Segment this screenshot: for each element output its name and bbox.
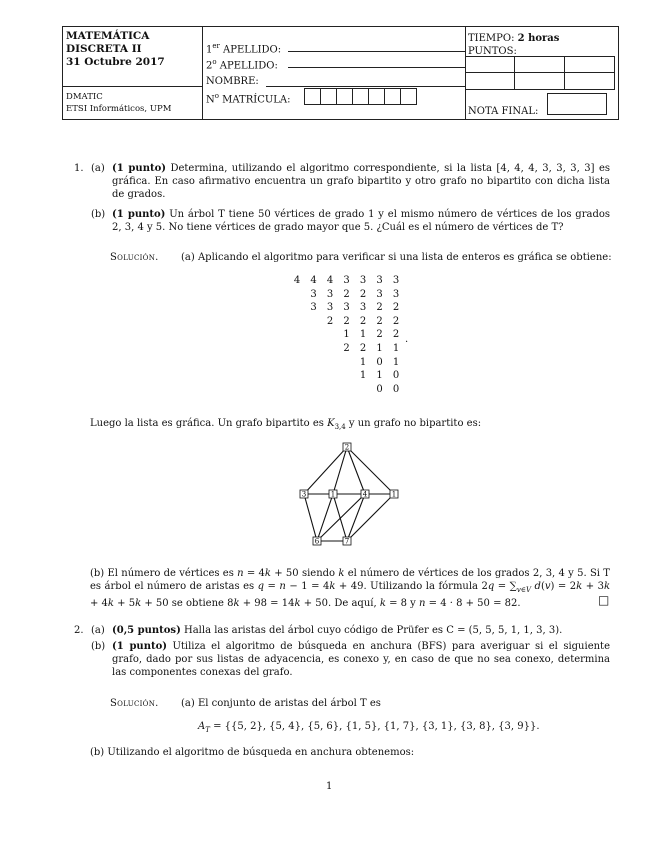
apellido1-label: 1er APELLIDO: [206,42,282,56]
graph-edge [304,494,317,541]
table-cell: 2 [343,288,350,300]
table-cell: 2 [343,343,350,354]
table-cell: 3 [326,302,334,314]
table-cell: 3 [326,288,334,300]
graph-vertex-label: 1 [391,490,397,499]
matricula-label: $N^o$ MATRÍCULA: [206,92,291,106]
puntos-cell[interactable] [465,73,515,90]
table-cell: 2 [376,329,383,341]
table-cell: 2 [376,302,383,314]
table-cell: 3 [310,288,317,300]
q1a-label: (a) [91,163,105,174]
nota-final-label: NOTA FINAL: [468,106,539,117]
q2-solution-a: (a) El conjunto de aristas del árbol T es [181,698,381,709]
table-cell: 3 [392,275,400,286]
q1a-statement: (1 punto) Determina, utilizando el algoritmo correspondiente, si la lista [4, 4, 4, 3, 3, 3, 3] es gráfica. En caso afirmativo encuentra un grafo bipartito y otro grafo no bipartito con dicha lista de grados. [112,163,610,200]
table-cell: 3 [343,302,350,314]
matricula-boxes[interactable] [304,88,417,105]
graph-edge [347,494,365,541]
graph-edge [317,494,333,541]
q2a-label: (a) [91,625,105,636]
q2-solution-label: Solución. [110,698,159,709]
table-cell: 2 [392,315,400,327]
graph-vertex-label: 6 [314,537,320,546]
table-cell: 1 [376,343,383,354]
puntos-cell[interactable] [515,56,565,73]
apellido1-field[interactable] [288,51,465,52]
q1-conclusion: Luego la lista es gráfica. Un grafo bipartito es $K_{3,4}$ y un grafo no bipartito es: [90,418,482,431]
table-cell: 2 [359,288,367,300]
q2-solution-b: (b) Utilizando el algoritmo de búsqueda en anchura obtenemos: [90,747,415,758]
puntos-label: PUNTOS: [468,46,517,57]
course-title: MATEMÁTICA DISCRETA II 31 Octubre 2017 [66,30,165,68]
dept-info: DMATIC ETSI Informáticos, UPM [66,92,172,114]
table-cell: 0 [392,383,400,395]
table-cell: 0 [392,370,400,382]
puntos-cell[interactable] [565,56,615,73]
nombre-label: NOMBRE: [206,76,259,87]
table-cell: 1 [392,343,400,354]
table-cell: 3 [376,288,383,300]
puntos-cell[interactable] [465,56,515,73]
q1b-label: (b) [91,209,106,220]
graph-edge [347,447,365,494]
graph-edge [317,494,365,541]
graph-vertex-label: 4 [362,490,368,499]
table-cell: 3 [392,288,400,300]
table-cell: 1 [392,356,400,368]
graph-edge [347,494,394,541]
exam-header [62,26,619,120]
puntos-cell[interactable] [515,73,565,90]
q1-number: 1. [74,163,84,174]
tiempo: TIEMPO: 2 horas [468,33,560,44]
table-cell: 3 [310,302,317,314]
matricula-digit-box[interactable] [384,88,401,105]
table-period: . [405,334,409,345]
matricula-digit-box[interactable] [400,88,417,105]
table-cell: 4 [310,275,317,286]
table-cell: 3 [376,275,383,286]
graph-vertex-label: 1 [330,490,336,499]
graph-edge [347,447,394,494]
graph-vertex-label: 7 [344,537,350,546]
matricula-digit-box[interactable] [320,88,337,105]
graph-vertex-label: 2 [344,443,350,452]
matricula-digit-box[interactable] [336,88,353,105]
q1-solution-b: (b) El número de vértices es n = 4k + 50 siendo k el número de vértices de los grados 2, 3, 4 y 5. Si T es árbol el número de aristas es q = n − 1 = 4k + 49. Utilizando la fórmula $2q = \sum_{v\in V}$ d(v) = 2k + 3k + 4k + 5k + 50 se obtiene 8k + 98 = 14k + 50. De aquí, k = 8 y n = 4 · 8 + 50 = 82. [90,568,610,609]
matricula-digit-box[interactable] [368,88,385,105]
table-cell: 2 [376,315,383,327]
table-cell: 2 [392,302,400,314]
tree-edge-set: $A_T = \{\{5$, 2}, {5, 4}, {5, 6}, {1, 5}, {1, 7}, {3, 1}, {3, 8}, {3, 9}}. [198,721,540,734]
table-cell: 2 [359,343,367,354]
table-cell: 2 [359,315,367,327]
matricula-digit-box[interactable] [352,88,369,105]
q2a-statement: (0,5 puntos) Halla las aristas del árbol cuyo código de Prüfer es C = (5, 5, 5, 1, 1, 3, 3). [112,625,563,636]
q1b-statement: (1 punto) Un árbol T tiene 50 vértices de grado 1 y el mismo número de vértices de los grados 2, 3, 4 y 5. No tiene vértices de grado mayor que 5. ¿Cuál es el número de vértices de T? [112,209,611,233]
table-cell: 2 [326,315,334,327]
table-cell: 2 [392,329,400,341]
page-number: 1 [326,781,333,792]
apellido2-field[interactable] [288,67,465,68]
qed-symbol: □ [598,593,610,607]
table-cell: 4 [326,275,334,286]
table-cell: 4 [293,275,301,286]
non-bipartite-graph [290,436,410,551]
table-cell: 3 [359,302,367,314]
q2-number: 2. [74,625,84,636]
table-cell: 1 [359,329,367,341]
q1-solution-a: (a) Aplicando el algoritmo para verificar si una lista de enteros es gráfica se obtiene: [181,252,612,263]
table-cell: 3 [359,275,367,286]
q1-solution-label: Solución. [110,252,159,263]
table-cell: 0 [376,383,383,395]
table-cell: 1 [376,370,383,382]
havel-hakimi-table [291,274,411,404]
puntos-cell[interactable] [565,73,615,90]
nombre-field[interactable] [266,86,465,87]
q2b-label: (b) [91,641,106,652]
table-cell: 2 [343,315,350,327]
q2b-statement: (1 punto) Utiliza el algoritmo de búsqueda en anchura (BFS) para averiguar si el siguiente grafo, dado por sus listas de adyacencia, es conexo y, en caso de que no sea conexo, determina las componentes conexas del grafo. [112,641,610,678]
graph-edge [333,494,347,541]
matricula-digit-box[interactable] [304,88,321,105]
table-cell: 1 [359,370,367,382]
table-cell: 0 [376,356,383,368]
apellido2-label: 2$^o$ APELLIDO: [206,58,278,72]
nota-final-box[interactable] [547,93,607,115]
header-divider [202,27,203,119]
table-cell: 1 [359,356,367,368]
table-cell: 3 [343,275,350,286]
header-divider [63,86,202,87]
table-cell: 1 [343,329,350,341]
graph-vertex-label: 3 [301,490,307,499]
puntos-grid [465,56,615,90]
